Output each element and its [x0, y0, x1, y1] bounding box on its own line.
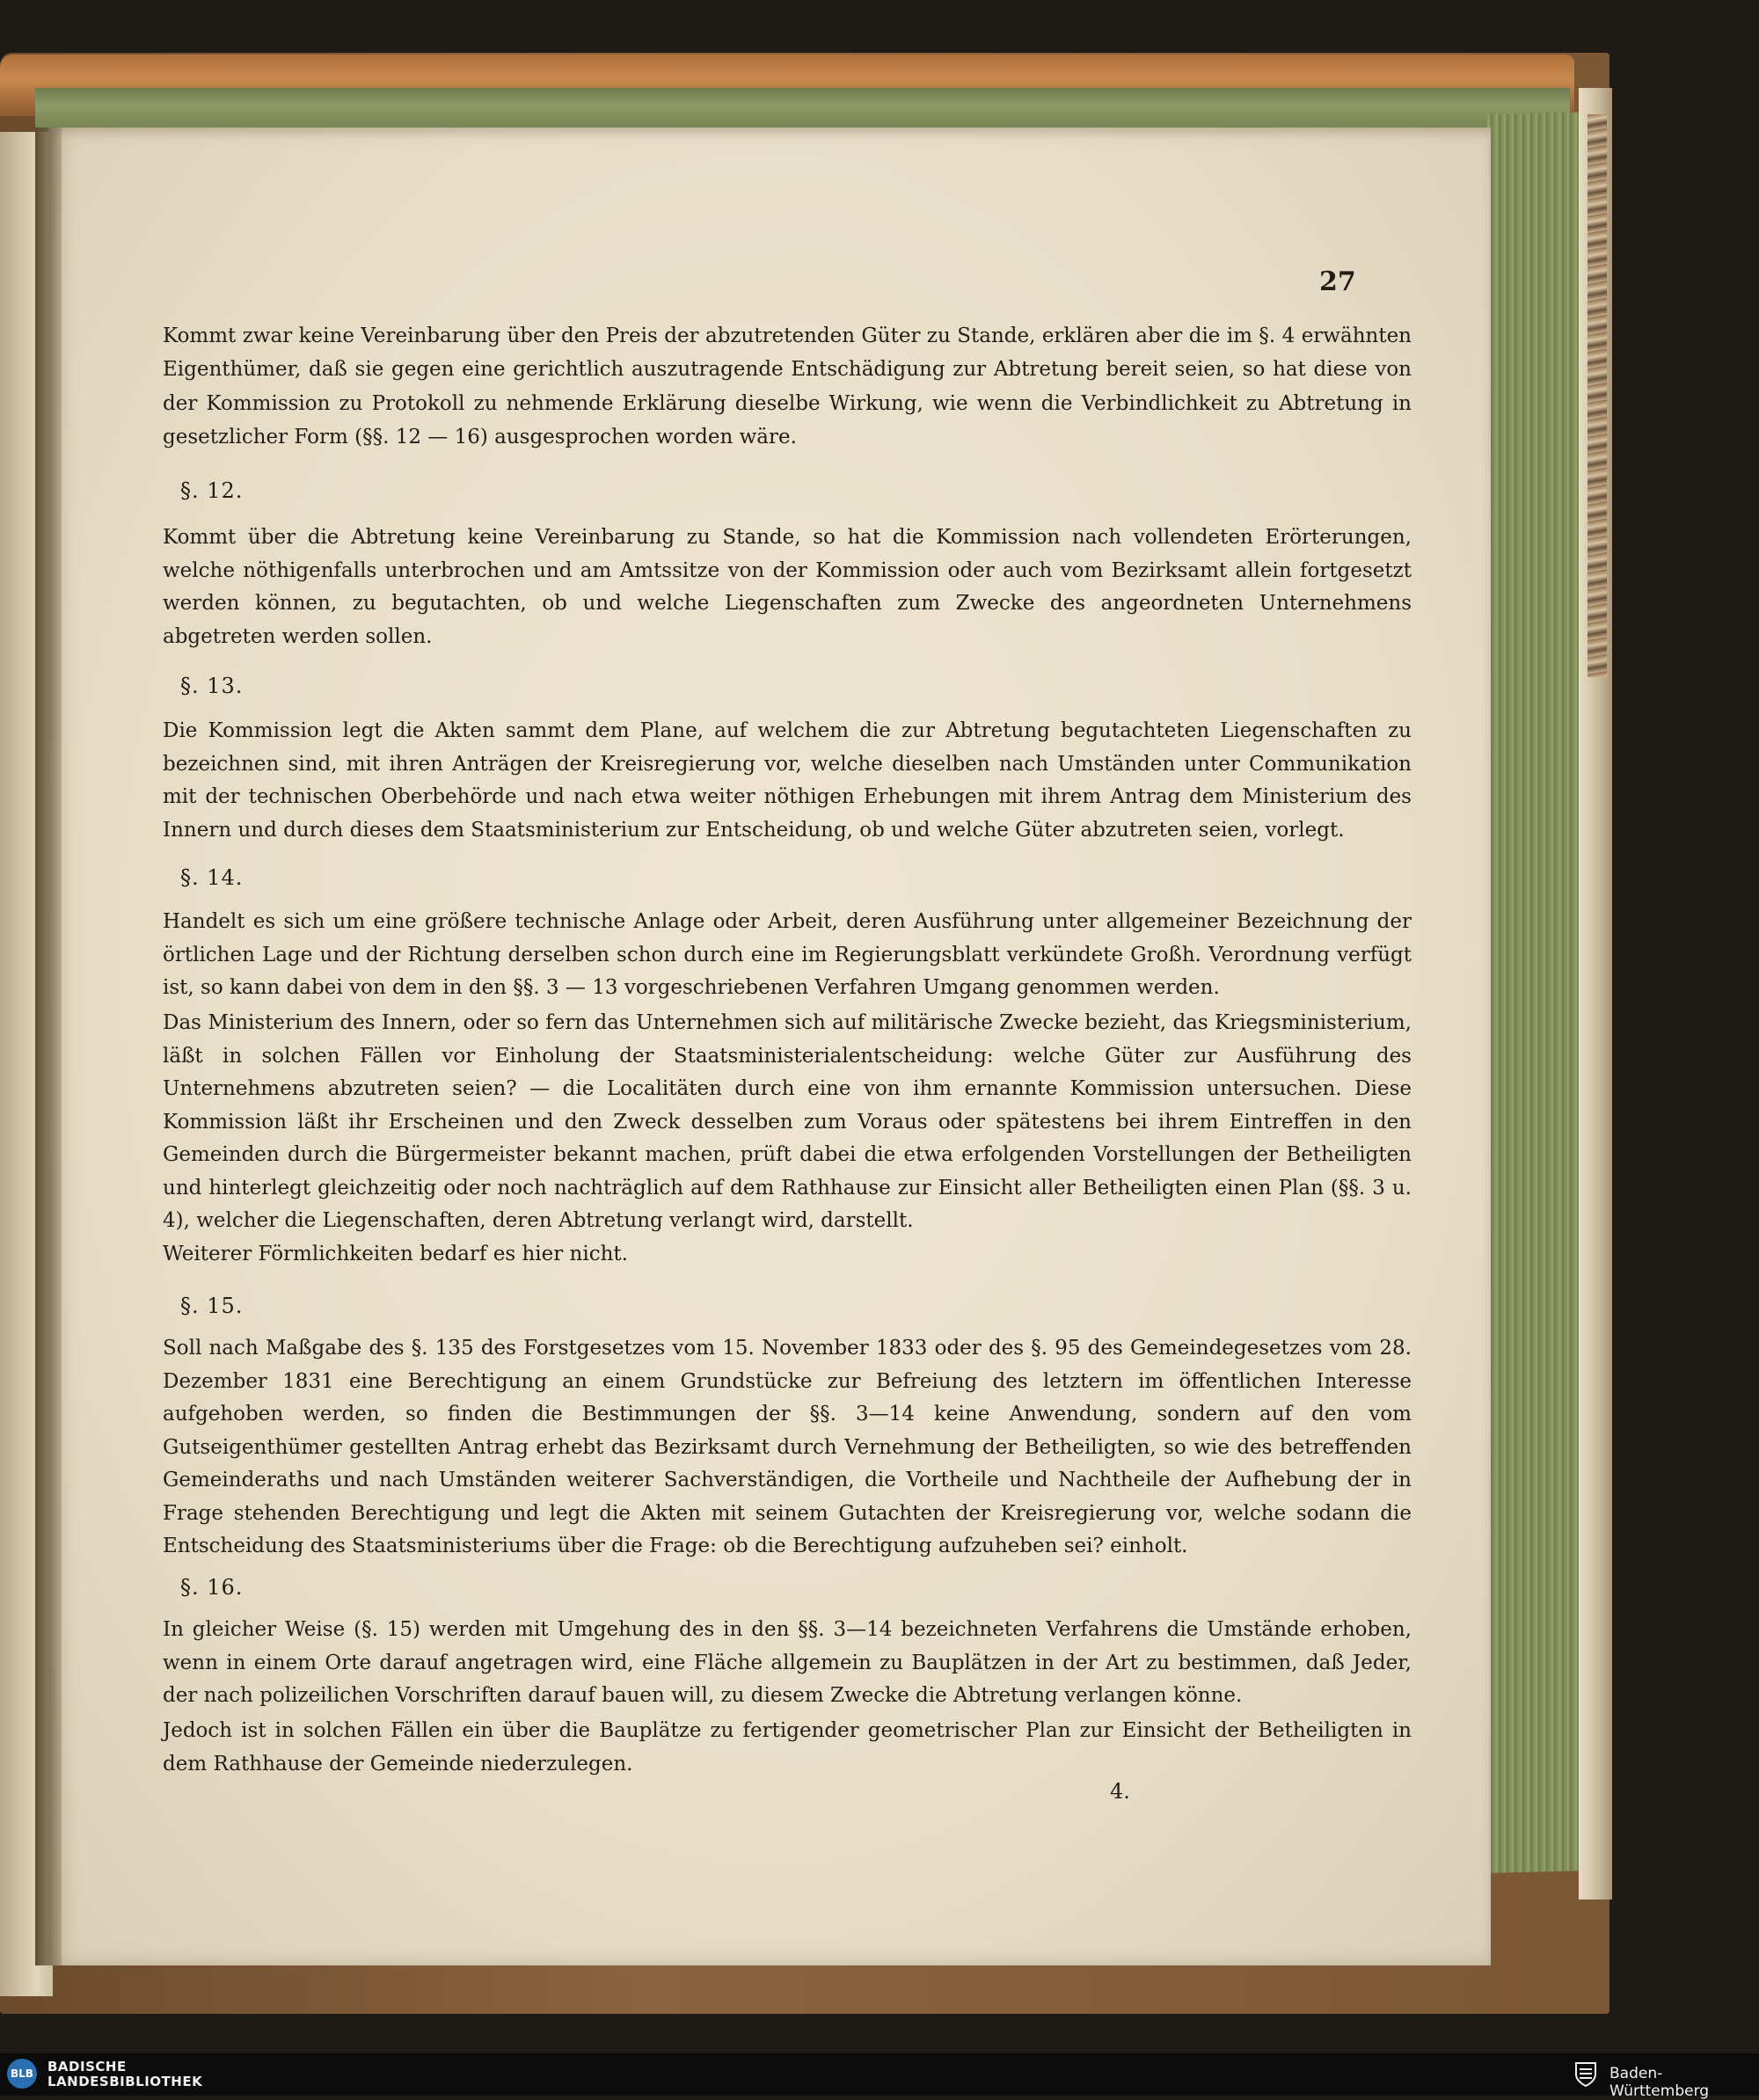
library-name-line-1: BADISCHE [47, 2059, 127, 2074]
signature-mark: 4. [1110, 1779, 1130, 1804]
page-number: 27 [1319, 266, 1356, 297]
section-heading-13: §. 13. [180, 674, 244, 698]
state-name: Baden-Württemberg [1609, 2065, 1710, 2100]
section-heading-12: §. 12. [180, 478, 244, 503]
section-15-paragraph: Soll nach Maßgabe des §. 135 des Forstgesetzes vom 15. November 1833 oder des §. 95 des Gemeindegesetzes vom 28. Dezember 1831 eine Berechtigung an einem Grundstücke zur Befreiung des letztern im öffentlichen Interesse aufgehoben werden, so finden die Bestimmungen der §§. 3—14 keine Anwendung, sondern auf den vom Gutseigenthümer gestellten Antrag erhebt das Bezirksamt durch Vernehmung der Betheiligten, so wie des betreffenden Gemeinderaths und nach Umständen weiterer Sachverständigen, die Vortheile und Nachtheile der Aufhebung der in Frage stehenden Berechtigung und legt die Akten mit seinem Gutachten der Kreisregierung vor, welche sodann die Entscheidung des Staatsministeriums über die Frage: ob die Berechtigung aufzuheben sei? einholt. [163, 1337, 1412, 1557]
blb-logo-icon: BLB [7, 2059, 37, 2089]
section-14-paragraph-2: Das Ministerium des Innern, oder so fern das Unternehmen sich auf militärische Zwecke bezieht, das Kriegsministerium, läßt in solchen Fällen vor Einholung der Staatsministerialentscheidung: welche Güter zur Ausführung des Unternehmens abzutreten seien? — die Localitäten durch eine von ihm ernannte Kommission untersuchen. Diese Kommission läßt ihr Erscheinen und den Zweck desselben zum Voraus oder spätestens bei ihrem Eintreffen in den Gemeinden durch die Bürgermeister bekannt machen, prüft dabei die etwa erfolgenden Vorstellungen der Betheiligten und hinterlegt gleichzeitig oder noch nachträglich auf dem Rathhause zur Einsicht aller Betheiligten einen Plan (§§. 3 u. 4), welcher die Liegenschaften, deren Abtretung verlangt wird, darstellt. [163, 1011, 1412, 1232]
section-14-paragraph-3: Weiterer Förmlichkeiten bedarf es hier nicht. [163, 1243, 628, 1265]
section-heading-16: §. 16. [180, 1575, 244, 1600]
page-gutter-shadow [35, 128, 62, 1965]
section-16-paragraph-2: Jedoch ist in solchen Fällen ein über die Bauplätze zu fertigender geometrischer Plan zur Einsicht der Betheiligten in dem Rathhause der Gemeinde niederzulegen. [163, 1719, 1412, 1776]
footer-bar [0, 2053, 1759, 2100]
marbled-endpaper [1587, 114, 1607, 677]
section-14-paragraph-1: Handelt es sich um eine größere technische Anlage oder Arbeit, deren Ausführung unter allgemeiner Bezeichnung der örtlichen Lage und der Richtung derselben schon durch eine im Regierungsblatt verkündete Großh. Verordnung verfügt ist, so kann dabei von dem in den §§. 3 — 13 vorgeschriebenen Verfahren Umgang genommen werden. [163, 910, 1412, 999]
section-16-paragraph-1: In gleicher Weise (§. 15) werden mit Umgehung des in den §§. 3—14 bezeichneten Verfahrens die Umstände erhoben, wenn in einem Orte darauf angetragen wird, eine Fläche allgemein zu Bauplätzen in der Art zu bestimmen, daß Jeder, der nach polizeilichen Vorschriften darauf bauen will, zu diesem Zwecke die Abtretung verlangen könne. [163, 1618, 1412, 1707]
section-12-paragraph: Kommt über die Abtretung keine Vereinbarung zu Stande, so hat die Kommission nach vollendeten Erörterungen, welche nöthigenfalls unterbrochen und am Amtssitze von der Kommission oder auch vom Bezirksamt allein fortgesetzt werden können, zu begutachten, ob und welche Liegenschaften zum Zwecke des angeordneten Unternehmens abgetreten werden sollen. [163, 526, 1412, 648]
library-name-line-2: LANDESBIBLIOTHEK [47, 2074, 203, 2089]
paragraph-continued: Kommt zwar keine Vereinbarung über den Preis der abzutretenden Güter zu Stande, erklären aber die im §. 4 erwähnten Eigenthümer, daß sie gegen eine gerichtlich auszutragende Entschädigung zur Abtretung bereit seien, so hat diese von der Kommission zu Protokoll zu nehmende Erklärung dieselbe Wirkung, wie wenn die Verbindlichkeit zu Abtretung in gesetzlicher Form (§§. 12 — 16) ausgesprochen worden wäre. [163, 324, 1412, 448]
section-heading-14: §. 14. [180, 865, 244, 890]
library-name [47, 2060, 202, 2089]
coat-of-arms-icon [1574, 2061, 1597, 2088]
section-heading-15: §. 15. [180, 1294, 244, 1318]
book-page [48, 128, 1491, 1965]
section-13-paragraph: Die Kommission legt die Akten sammt dem Plane, auf welchem die zur Abtretung begutachteten Liegenschaften zu bezeichnen sind, mit ihren Anträgen der Kreisregierung vor, welche dieselben nach Umständen unter Communikation mit der technischen Oberbehörde und nach etwa weiter nöthigen Erhebungen mit ihrem Antrag dem Ministerium des Innern und durch dieses dem Staatsministerium zur Entscheidung, ob und welche Güter abzutreten seien, vorlegt. [163, 719, 1412, 842]
